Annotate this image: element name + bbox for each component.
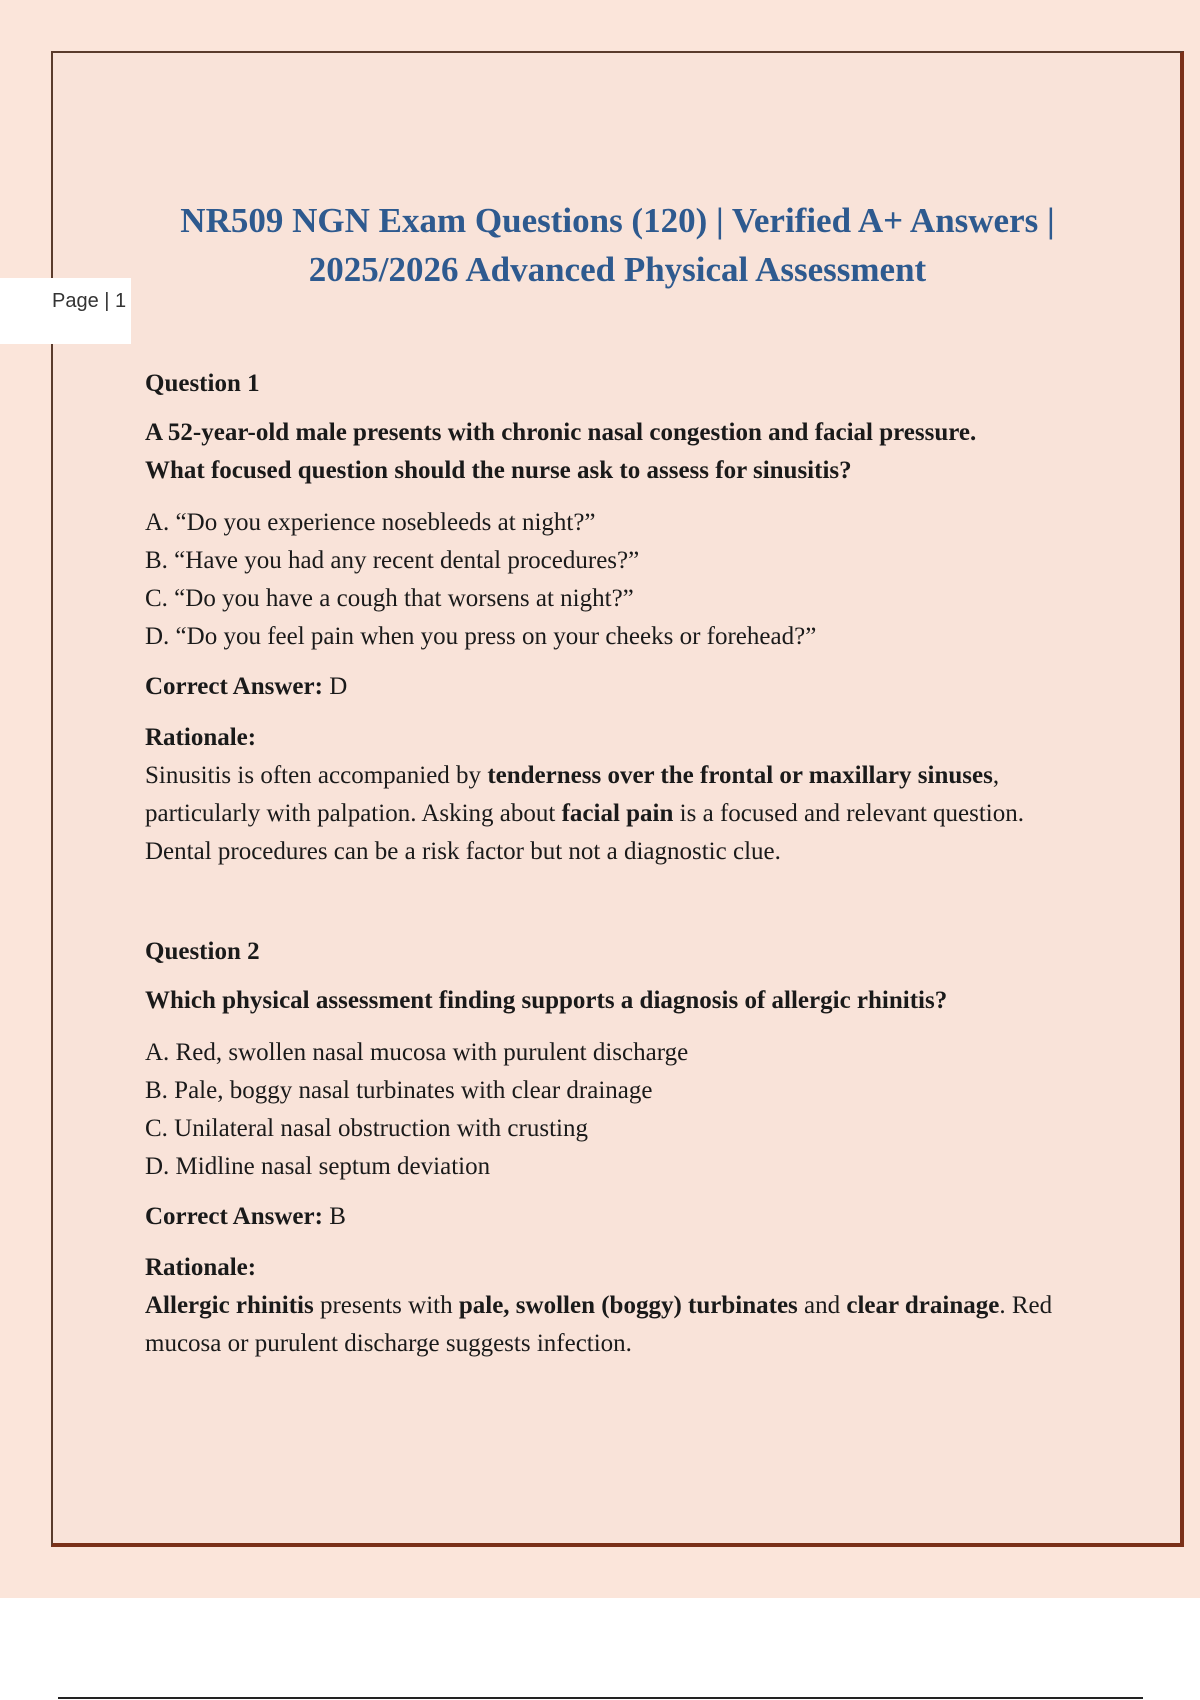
correct-answer xyxy=(145,668,1095,706)
document-title xyxy=(140,196,1095,294)
answer-options xyxy=(145,504,1095,656)
correct-answer xyxy=(145,1198,1095,1236)
rationale-span: and xyxy=(797,1292,847,1319)
correct-answer-value: B xyxy=(322,1203,346,1230)
question-text-line: Which physical assessment finding supports a diagnosis of allergic rhinitis? xyxy=(145,987,948,1014)
question-heading: Question 1 xyxy=(145,370,260,397)
question-spacer xyxy=(145,871,1095,933)
correct-answer-label: Correct Answer: xyxy=(145,673,323,700)
option-d: D. “Do you feel pain when you press on your cheeks or forehead?” xyxy=(145,623,817,650)
question-text xyxy=(145,414,1095,490)
option-a: A. “Do you experience nosebleeds at night?” xyxy=(145,509,596,536)
option-b: B. “Have you had any recent dental procedures?” xyxy=(145,547,640,574)
option-d: D. Midline nasal septum deviation xyxy=(145,1153,491,1180)
document-content xyxy=(145,365,1095,1363)
option-c: C. “Do you have a cough that worsens at night?” xyxy=(145,585,634,612)
option-a: A. Red, swollen nasal mucosa with purulent discharge xyxy=(145,1039,689,1066)
option-b: B. Pale, boggy nasal turbinates with clear drainage xyxy=(145,1077,653,1104)
rationale-label: Rationale: xyxy=(145,1254,257,1281)
question-heading: Question 2 xyxy=(145,938,260,965)
rationale-extra: Dental procedures can be a risk factor but not a diagnostic clue. xyxy=(145,838,781,865)
correct-answer-value: D xyxy=(322,673,348,700)
rationale-text xyxy=(145,757,1095,833)
title-line-2: 2025/2026 Advanced Physical Assessment xyxy=(308,250,927,289)
option-c: C. Unilateral nasal obstruction with crusting xyxy=(145,1115,588,1142)
rationale-span: is a focused and relevant question. xyxy=(673,800,1025,827)
rationale-label: Rationale: xyxy=(145,724,257,751)
title-line-1: NR509 NGN Exam Questions (120) | Verified A+ Answers | xyxy=(180,201,1055,240)
question-text-line: A 52-year-old male presents with chronic nasal congestion and facial pressure. xyxy=(145,419,977,446)
rationale-bold: facial pain xyxy=(561,800,674,827)
rationale-bold: clear drainage xyxy=(846,1292,1000,1319)
rationale-span: presents with xyxy=(313,1292,459,1319)
rationale-bold: tenderness over the frontal or maxillary sinuses xyxy=(487,762,993,789)
page-number: Page | 1 xyxy=(52,290,127,312)
question-block-2 xyxy=(145,933,1095,1363)
question-text xyxy=(145,982,1095,1020)
question-block-1 xyxy=(145,365,1095,871)
rationale-text xyxy=(145,1287,1095,1363)
rationale-bold: pale, swollen (boggy) turbinates xyxy=(458,1292,798,1319)
answer-options xyxy=(145,1034,1095,1186)
footer-rule xyxy=(58,1697,1143,1699)
rationale-span: Sinusitis is often accompanied by xyxy=(145,762,488,789)
rationale-span: . Red mucosa or purulent discharge suggests infection. xyxy=(145,1292,1053,1357)
rationale-bold: Allergic rhinitis xyxy=(145,1292,314,1319)
correct-answer-label: Correct Answer: xyxy=(145,1203,323,1230)
rationale-span: , particularly with palpation. Asking about xyxy=(145,762,1000,827)
question-text-line: What focused question should the nurse ask to assess for sinusitis? xyxy=(145,457,852,484)
